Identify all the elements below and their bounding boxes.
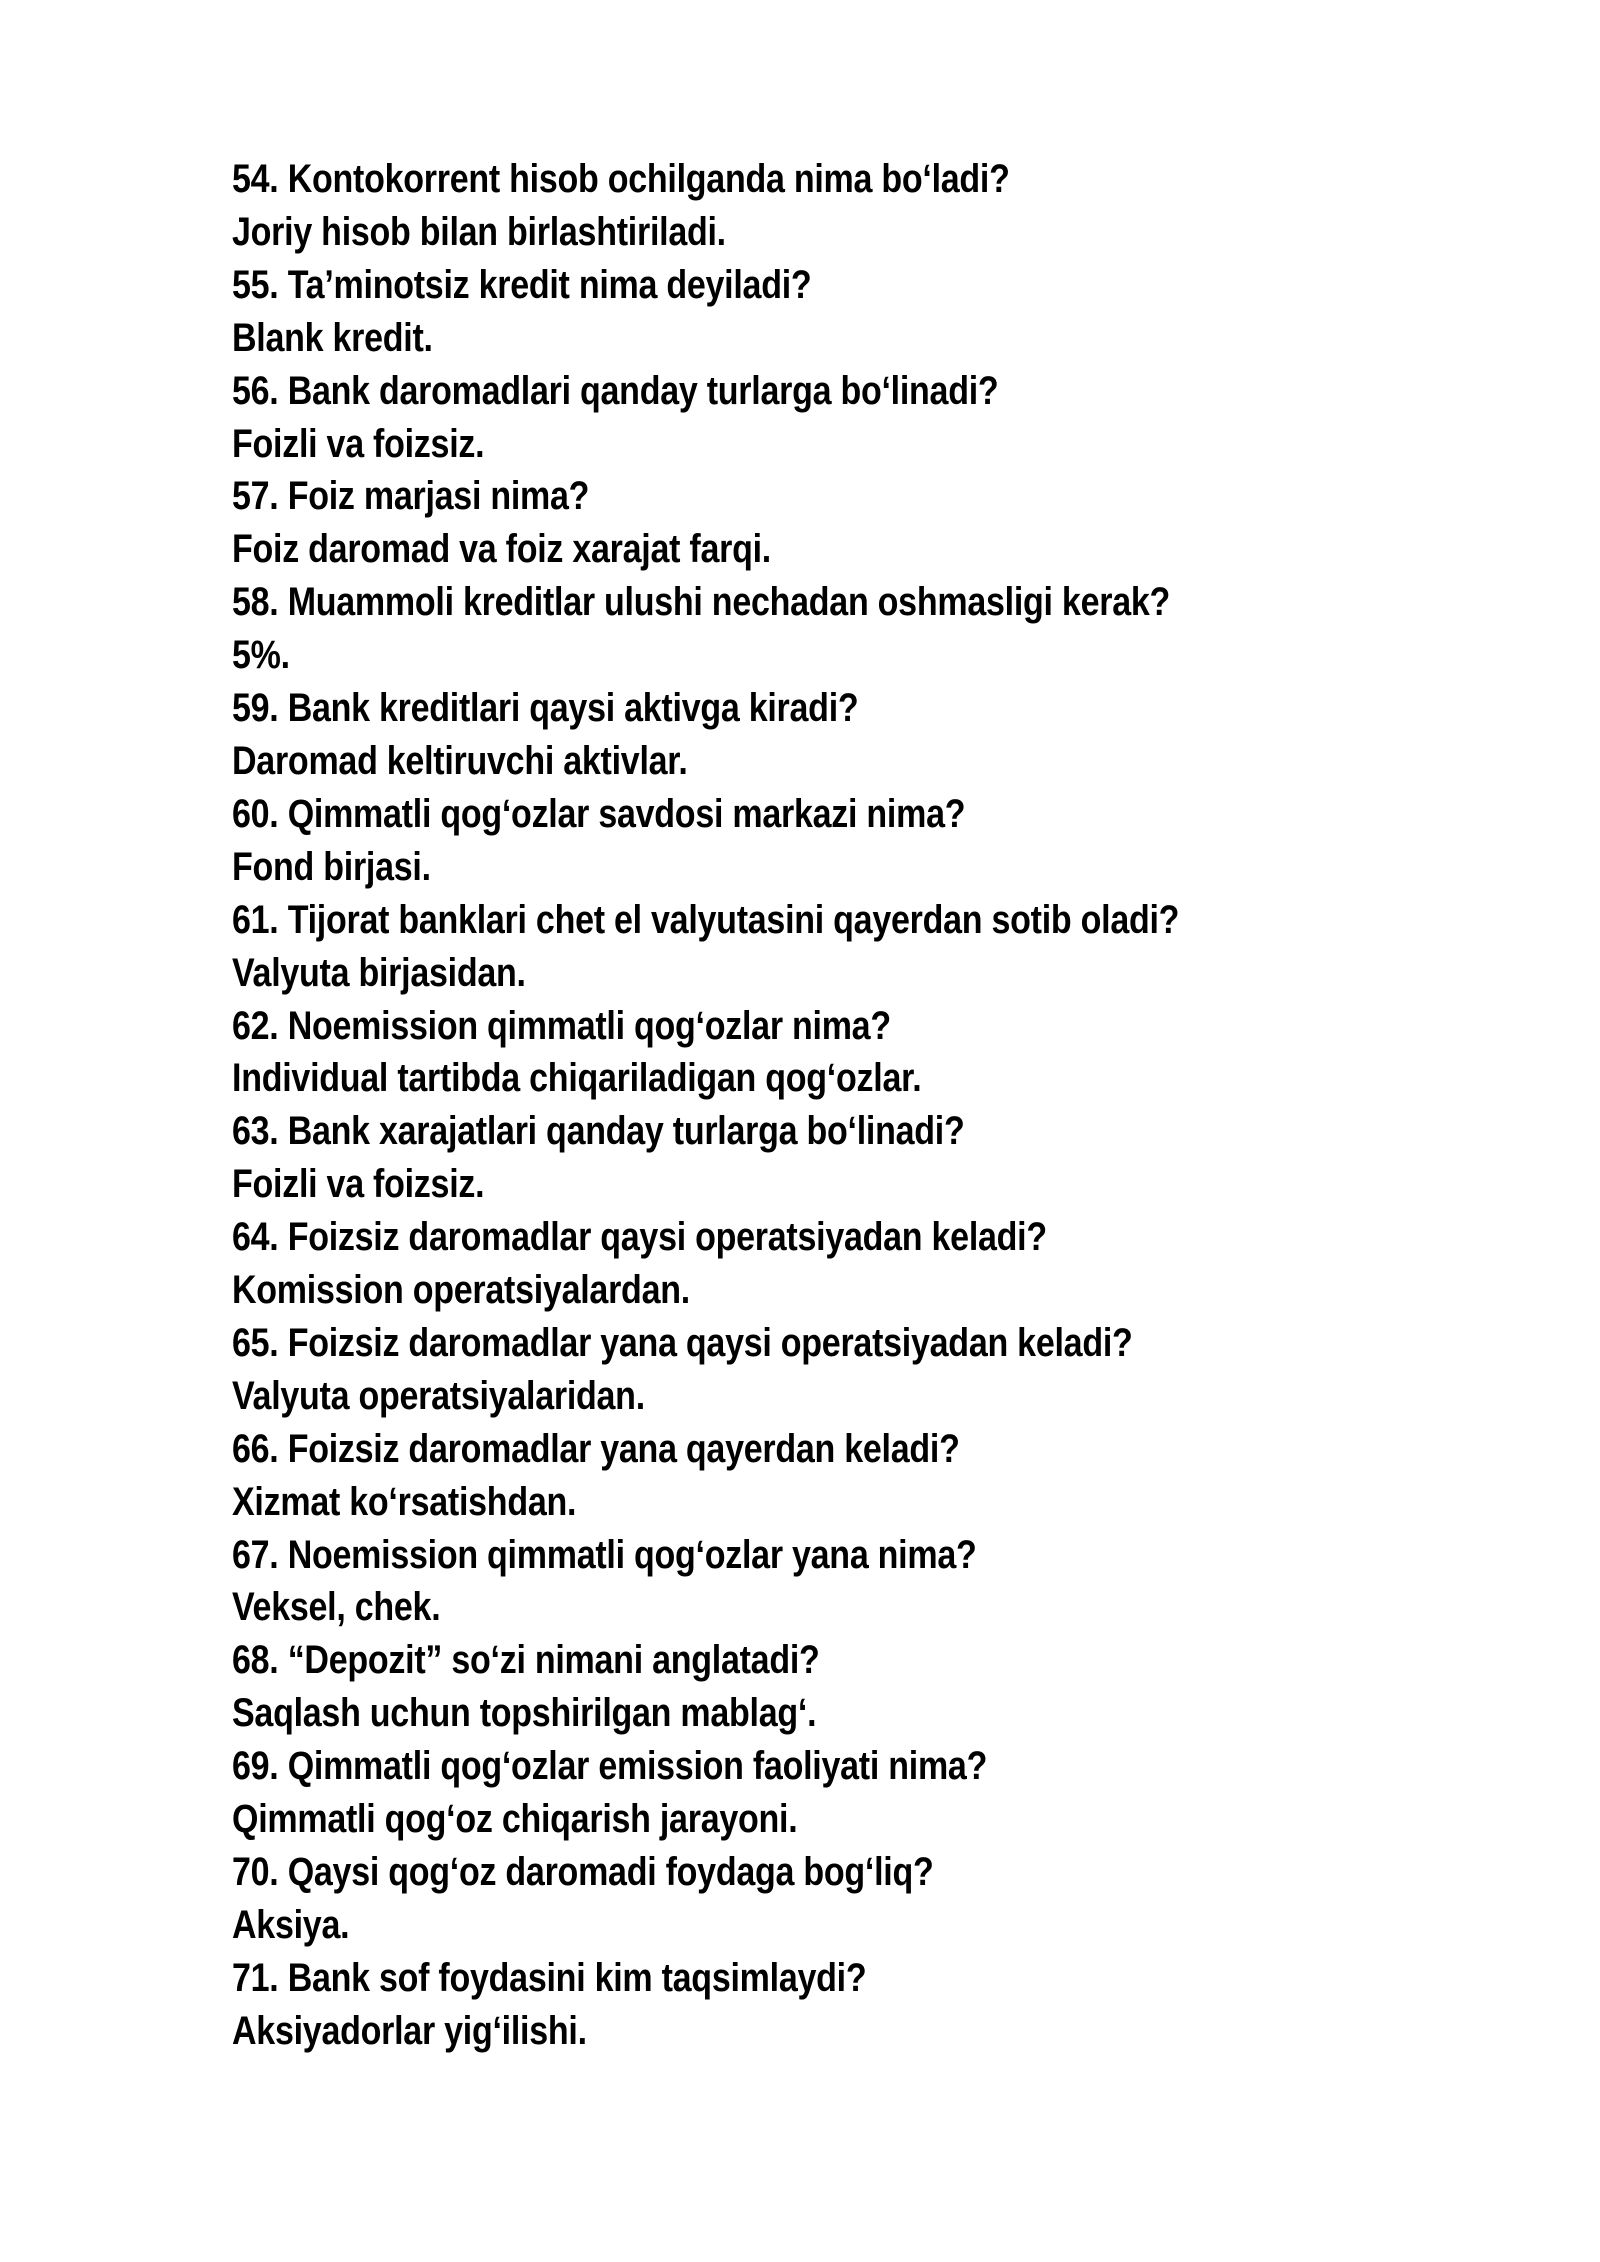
answer-line: Valyuta operatsiyalaridan.: [232, 1373, 645, 1418]
question-line: 59. Bank kreditlari qaysi aktivga kiradi?: [232, 686, 859, 731]
answer-line: Xizmat koʻrsatishdan.: [232, 1479, 577, 1524]
question-line: 64. Foizsiz daromadlar qaysi operatsiyadan keladi?: [232, 1215, 1047, 1260]
answer-line: 5%.: [232, 633, 290, 678]
question-line: 68. “Depozit” soʻzi nimani anglatadi?: [232, 1638, 820, 1683]
answer-line: Aksiyadorlar yigʻilishi.: [232, 2008, 587, 2053]
answer-line: Fond birjasi.: [232, 844, 431, 889]
answer-line: Individual tartibda chiqariladigan qogʻozlar.: [232, 1056, 922, 1101]
question-line: 56. Bank daromadlari qanday turlarga boʻlinadi?: [232, 368, 999, 413]
question-line: 54. Kontokorrent hisob ochilganda nima boʻladi?: [232, 157, 1010, 201]
answer-line: Foizli va foizsiz.: [232, 421, 485, 466]
answer-line: Komission operatsiyalardan.: [232, 1268, 690, 1313]
question-line: 61. Tijorat banklari chet el valyutasini qayerdan sotib oladi?: [232, 897, 1180, 942]
question-line: 69. Qimmatli qogʻozlar emission faoliyati nima?: [232, 1744, 988, 1789]
question-line: 55. Ta’minotsiz kredit nima deyiladi?: [232, 262, 812, 307]
question-line: 71. Bank sof foydasini kim taqsimlaydi?: [232, 1955, 867, 2000]
answer-line: Qimmatli qogʻoz chiqarish jarayoni.: [232, 1797, 798, 1842]
question-line: 57. Foiz marjasi nima?: [232, 474, 590, 519]
qa-text-block: [232, 153, 1179, 2058]
answer-line: Foiz daromad va foiz xarajat farqi.: [232, 527, 772, 572]
answer-line: Daromad keltiruvchi aktivlar.: [232, 738, 688, 783]
answer-line: Aksiya.: [232, 1902, 350, 1947]
answer-line: Blank kredit.: [232, 315, 433, 360]
question-line: 70. Qaysi qogʻoz daromadi foydaga bogʻliq?: [232, 1850, 934, 1894]
question-line: 66. Foizsiz daromadlar yana qayerdan keladi?: [232, 1426, 960, 1471]
question-line: 58. Muammoli kreditlar ulushi nechadan oshmasligi kerak?: [232, 580, 1171, 625]
question-line: 67. Noemission qimmatli qogʻozlar yana nima?: [232, 1532, 977, 1577]
answer-line: Saqlash uchun topshirilgan mablagʻ.: [232, 1691, 817, 1736]
answer-line: Veksel, chek.: [232, 1585, 441, 1630]
question-line: 62. Noemission qimmatli qogʻozlar nima?: [232, 1003, 891, 1048]
answer-line: Joriy hisob bilan birlashtiriladi.: [232, 209, 726, 254]
question-line: 60. Qimmatli qogʻozlar savdosi markazi nima?: [232, 791, 966, 836]
question-line: 65. Foizsiz daromadlar yana qaysi operatsiyadan keladi?: [232, 1320, 1133, 1365]
answer-line: Valyuta birjasidan.: [232, 950, 526, 995]
answer-line: Foizli va foizsiz.: [232, 1162, 485, 1207]
question-line: 63. Bank xarajatlari qanday turlarga boʻlinadi?: [232, 1109, 965, 1154]
